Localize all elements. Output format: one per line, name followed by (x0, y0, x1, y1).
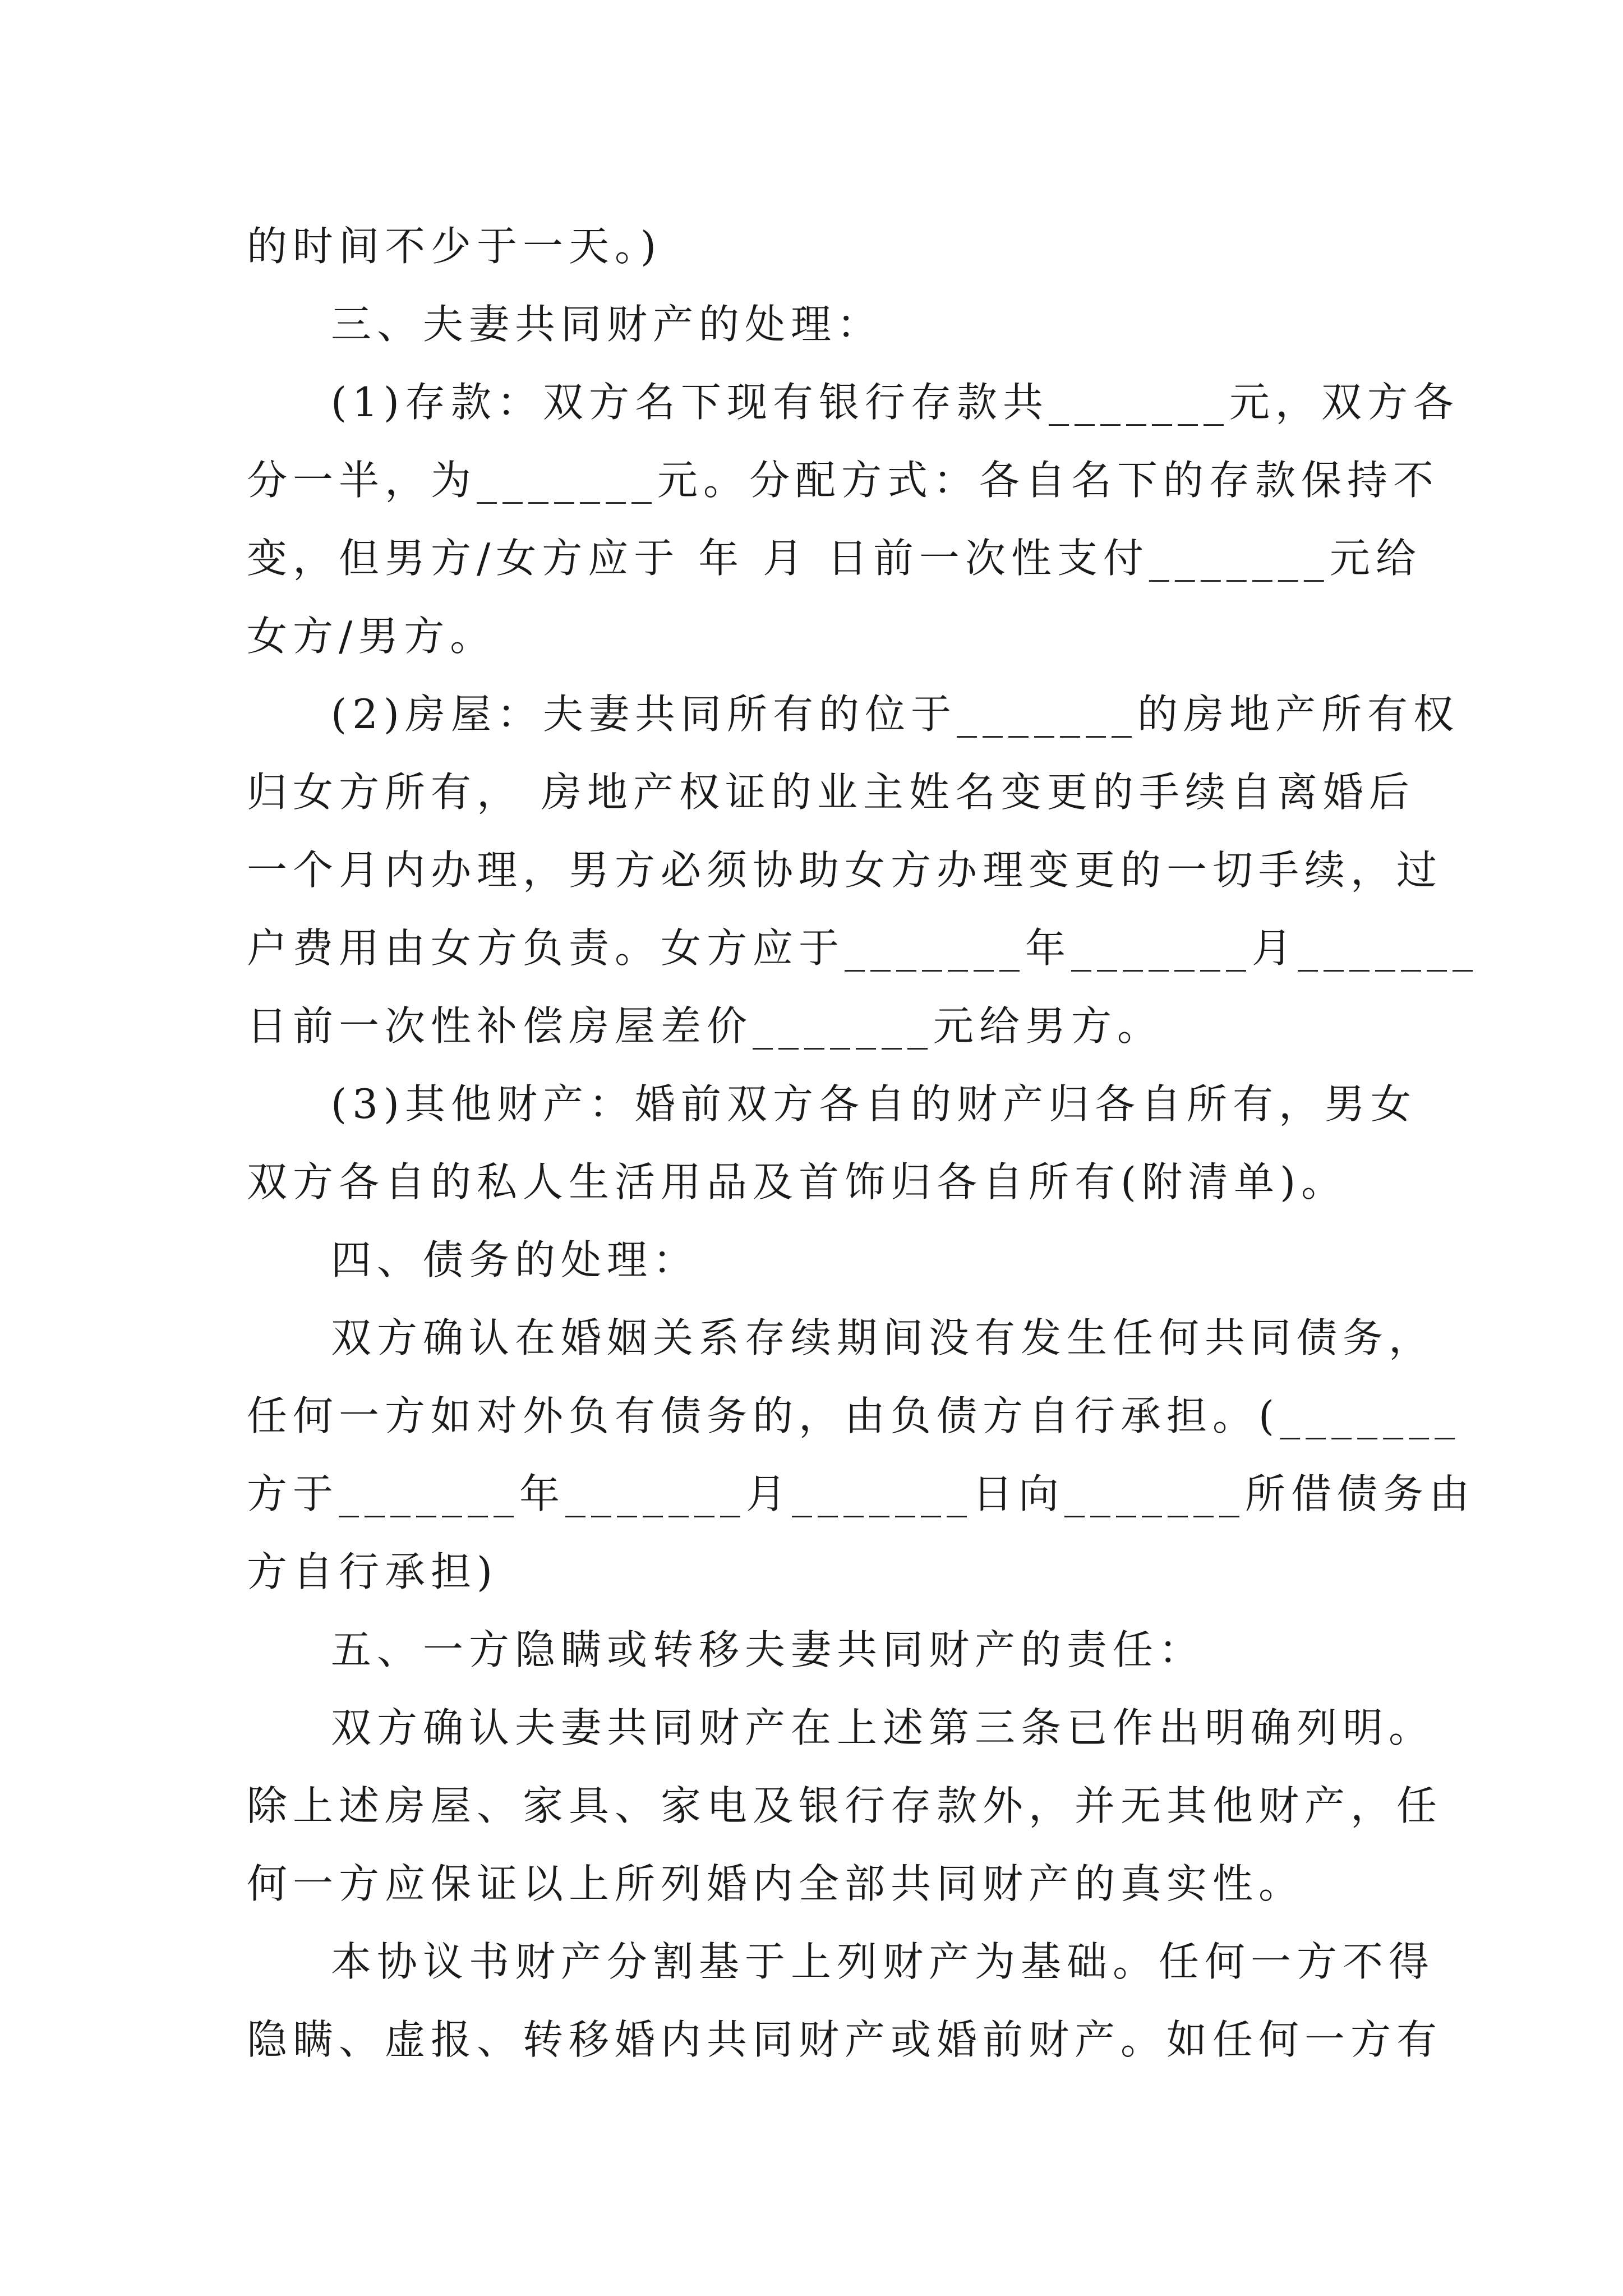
text-line: 双方确认夫妻共同财产在上述第三条已作出明确列明。 (331, 1704, 1435, 1751)
text-line: 何一方应保证以上所列婚内全部共同财产的真实性。 (247, 1860, 1305, 1907)
text-line: 的时间不少于一天。) (247, 223, 662, 270)
text-line: 户费用由女方负责。女方应于_______年_______月_______ (247, 924, 1479, 972)
text-line: 双方各自的私人生活用品及首饰归各自所有(附清单)。 (247, 1158, 1348, 1205)
text-line: 双方确认在婚姻关系存续期间没有发生任何共同债务， (331, 1314, 1435, 1361)
text-line: 本协议书财产分割基于上列财产为基础。任何一方不得 (331, 1938, 1435, 1985)
document-body (247, 208, 1479, 2079)
text-line: 方于_______年_______月_______日向_______所借债务由 (247, 1470, 1476, 1517)
text-line: (3)其他财产：婚前双方各自的财产归各自所有，男女 (331, 1080, 1417, 1128)
text-line: 隐瞒、虚报、转移婚内共同财产或婚前财产。如任何一方有 (247, 2016, 1443, 2063)
text-line: 方自行承担) (247, 1548, 499, 1595)
text-line: 归女方所有， 房地产权证的业主姓名变更的手续自离婚后 (247, 769, 1415, 816)
text-line: 一个月内办理，男方必须协助女方办理变更的一切手续，过 (247, 846, 1443, 894)
text-line: 分一半，为_______元。分配方式：各自名下的存款保持不 (247, 457, 1440, 504)
text-line: 女方/男方。 (247, 613, 496, 660)
text-line: (2)房屋：夫妻共同所有的位于_______的房地产所有权 (331, 691, 1459, 738)
text-line: 除上述房屋、家具、家电及银行存款外，并无其他财产，任 (247, 1782, 1443, 1829)
text-line: 任何一方如对外负有债务的，由负债方自行承担。(_______ (247, 1392, 1461, 1439)
section-heading-property: 三、夫妻共同财产的处理： (331, 301, 883, 348)
text-line: 变，但男方/女方应于 年 月 日前一次性支付_______元给 (247, 535, 1422, 582)
section-heading-concealment: 五、一方隐瞒或转移夫妻共同财产的责任： (331, 1626, 1205, 1673)
section-heading-debt: 四、债务的处理： (331, 1236, 699, 1283)
text-line: 日前一次性补偿房屋差价_______元给男方。 (247, 1002, 1164, 1050)
text-line: (1)存款：双方名下现有银行存款共_______元，双方各 (331, 379, 1459, 426)
